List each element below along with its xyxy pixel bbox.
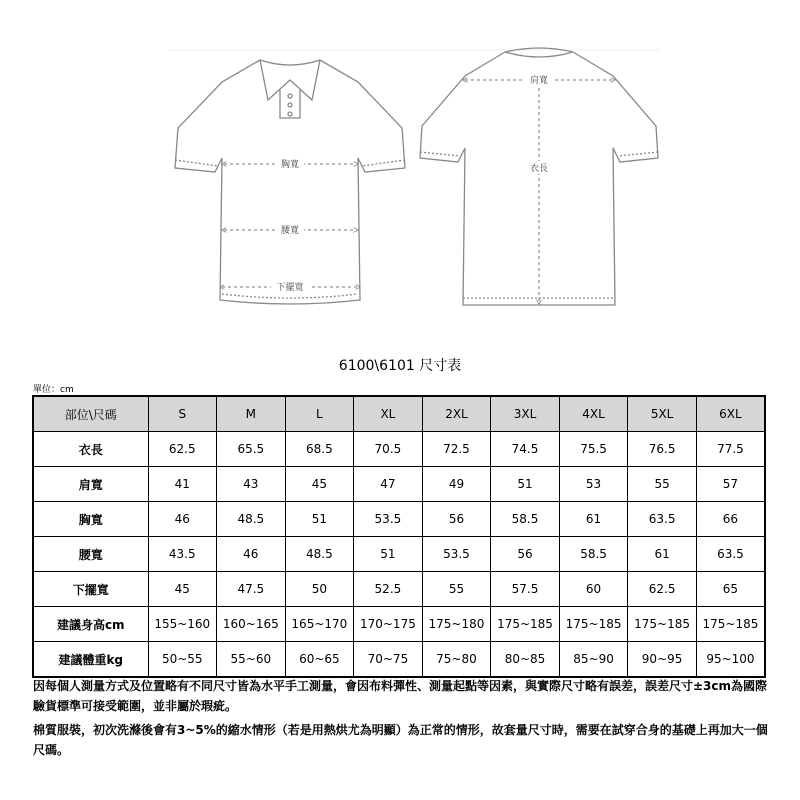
- row-label: 下擺寬: [33, 572, 148, 607]
- measurement-note: 因每個人測量方式及位置略有不同尺寸皆為水平手工測量，會因布料彈性、測量起點等因素，與實際尺寸略有誤差，誤差尺寸±3cm為國際驗貨標準可接受範圍，並非屬於瑕疵。: [33, 679, 768, 713]
- table-cell: 58.5: [491, 502, 560, 537]
- back-shirt-drawing: [420, 48, 658, 305]
- row-label: 胸寬: [33, 502, 148, 537]
- corner-header: 部位\尺碼: [33, 396, 148, 432]
- table-cell: 70.5: [354, 432, 423, 467]
- table-cell: 66: [696, 502, 765, 537]
- table-cell: 175~185: [696, 607, 765, 642]
- table-cell: 75.5: [559, 432, 628, 467]
- table-cell: 63.5: [696, 537, 765, 572]
- row-label: 肩寬: [33, 467, 148, 502]
- chest-label: 胸寬: [280, 160, 300, 170]
- table-cell: 45: [285, 467, 354, 502]
- table-cell: 95~100: [696, 642, 765, 678]
- table-cell: 90~95: [628, 642, 697, 678]
- table-cell: 45: [148, 572, 217, 607]
- table-cell: 51: [285, 502, 354, 537]
- table-cell: 43.5: [148, 537, 217, 572]
- table-cell: 62.5: [148, 432, 217, 467]
- size-header: 4XL: [559, 396, 628, 432]
- table-cell: 68.5: [285, 432, 354, 467]
- notes-block: [33, 676, 773, 764]
- table-cell: 61: [628, 537, 697, 572]
- table-cell: 65.5: [217, 432, 286, 467]
- chart-title: 6100\6101 尺寸表: [338, 358, 462, 374]
- table-row: [33, 537, 765, 572]
- table-cell: 55: [422, 572, 491, 607]
- row-label: 腰寬: [33, 537, 148, 572]
- table-cell: 60~65: [285, 642, 354, 678]
- table-cell: 76.5: [628, 432, 697, 467]
- length-label: 衣長: [529, 164, 549, 174]
- table-cell: 49: [422, 467, 491, 502]
- table-row: [33, 572, 765, 607]
- table-cell: 175~180: [422, 607, 491, 642]
- table-cell: 56: [422, 502, 491, 537]
- size-header: XL: [354, 396, 423, 432]
- table-cell: 57.5: [491, 572, 560, 607]
- hem-label: 下擺寬: [276, 283, 304, 293]
- table-cell: 61: [559, 502, 628, 537]
- table-cell: 52.5: [354, 572, 423, 607]
- table-cell: 70~75: [354, 642, 423, 678]
- table-cell: 51: [491, 467, 560, 502]
- table-cell: 75~80: [422, 642, 491, 678]
- table-cell: 74.5: [491, 432, 560, 467]
- table-cell: 55: [628, 467, 697, 502]
- table-cell: 175~185: [491, 607, 560, 642]
- table-cell: 46: [217, 537, 286, 572]
- table-cell: 175~185: [628, 607, 697, 642]
- table-cell: 62.5: [628, 572, 697, 607]
- shirt-measurement-diagram: [160, 40, 670, 330]
- table-cell: 58.5: [559, 537, 628, 572]
- table-cell: 41: [148, 467, 217, 502]
- table-cell: 60: [559, 572, 628, 607]
- table-cell: 50~55: [148, 642, 217, 678]
- table-cell: 47: [354, 467, 423, 502]
- table-cell: 53.5: [354, 502, 423, 537]
- table-cell: 46: [148, 502, 217, 537]
- row-label: 衣長: [33, 432, 148, 467]
- size-header: 2XL: [422, 396, 491, 432]
- table-cell: 47.5: [217, 572, 286, 607]
- table-cell: 50: [285, 572, 354, 607]
- row-label: 建議體重kg: [33, 642, 148, 678]
- size-header: L: [285, 396, 354, 432]
- shrinkage-note: 棉質服裝，初次洗滌後會有3~5%的縮水情形（若是用熱烘尤為明顯）為正常的情形，故套量尺寸時，需要在試穿合身的基礎上再加大一個尺碼。: [33, 723, 768, 757]
- table-cell: 48.5: [217, 502, 286, 537]
- table-row: [33, 467, 765, 502]
- table-cell: 165~170: [285, 607, 354, 642]
- size-header: 5XL: [628, 396, 697, 432]
- table-row: [33, 607, 765, 642]
- unit-note: 單位：cm: [33, 385, 74, 395]
- table-cell: 43: [217, 467, 286, 502]
- size-table: [32, 395, 766, 678]
- table-cell: 53.5: [422, 537, 491, 572]
- size-header: 6XL: [696, 396, 765, 432]
- table-cell: 72.5: [422, 432, 491, 467]
- table-cell: 55~60: [217, 642, 286, 678]
- size-header: 3XL: [491, 396, 560, 432]
- table-row: [33, 432, 765, 467]
- table-cell: 80~85: [491, 642, 560, 678]
- row-label: 建議身高cm: [33, 607, 148, 642]
- table-cell: 57: [696, 467, 765, 502]
- size-header-row: [33, 396, 765, 432]
- table-cell: 170~175: [354, 607, 423, 642]
- size-header: S: [148, 396, 217, 432]
- table-row: [33, 502, 765, 537]
- table-cell: 85~90: [559, 642, 628, 678]
- table-cell: 51: [354, 537, 423, 572]
- table-row: [33, 642, 765, 678]
- table-cell: 48.5: [285, 537, 354, 572]
- waist-label: 腰寬: [280, 226, 300, 236]
- table-cell: 53: [559, 467, 628, 502]
- table-cell: 160~165: [217, 607, 286, 642]
- shoulder-label: 肩寬: [529, 76, 549, 86]
- table-cell: 56: [491, 537, 560, 572]
- table-cell: 155~160: [148, 607, 217, 642]
- table-cell: 77.5: [696, 432, 765, 467]
- size-header: M: [217, 396, 286, 432]
- table-cell: 175~185: [559, 607, 628, 642]
- table-cell: 65: [696, 572, 765, 607]
- front-shirt-drawing: [175, 60, 405, 304]
- table-cell: 63.5: [628, 502, 697, 537]
